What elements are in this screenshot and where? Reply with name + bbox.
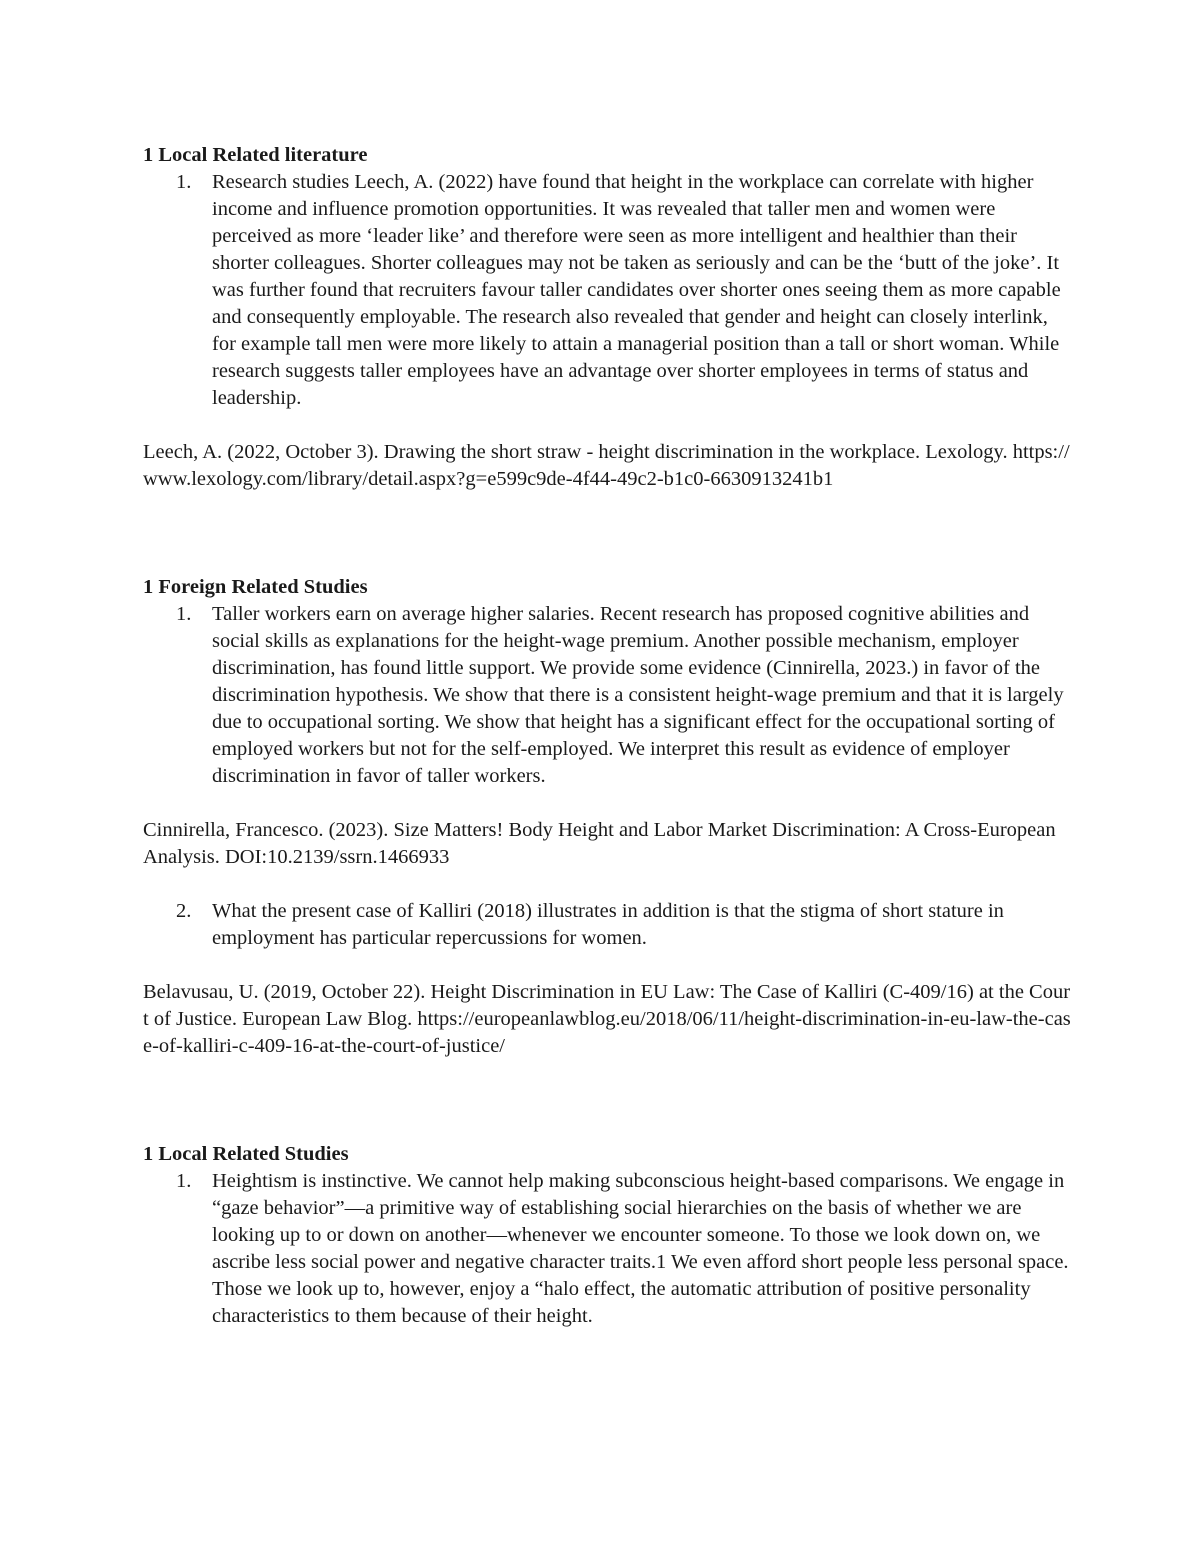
list-item-text: Research studies Leech, A. (2022) have found that height in the workplace can correlate with higher income and influence promotion opportunities. It was revealed that taller men and women were perceived as more ‘leader like’ and therefore were seen as more intelligent and healthier than their shorter colleagues. Shorter colleagues may not be taken as seriously and can be the ‘butt of the joke’. It was further found that recruiters favour taller candidates over shorter ones seeing them as more capable and consequently employable. The research also revealed that gender and height can closely interlink, for example tall men were more likely to attain a managerial position than a tall or short woman. While research suggests taller employees have an advantage over shorter employees in terms of status and leadership. bbox=[212, 171, 1061, 409]
reference-citation: Leech, A. (2022, October 3). Drawing the short straw - height discrimination in the workplace. Lexology. https://www.lexology.com/library/detail.aspx?g=e599c9de-4f44-49c2-b1c0-6630913241b1 bbox=[143, 441, 1070, 490]
section-local-related-studies bbox=[143, 1141, 1073, 1330]
list-number: 1. bbox=[176, 171, 192, 193]
list-item bbox=[143, 169, 1073, 412]
list-item-text: Taller workers earn on average higher salaries. Recent research has proposed cognitive abilities and social skills as explanations for the height-wage premium. Another possible mechanism, employer discrimination, has found little support. We provide some evidence (Cinnirella, 2023.) in favor of the discrimination hypothesis. We show that there is a consistent height-wage premium and that it is largely due to occupational sorting. We show that height has a significant effect for the occupational sorting of employed workers but not for the self-employed. We interpret this result as evidence of employer discrimination in favor of taller workers. bbox=[212, 603, 1064, 787]
list-item-text: What the present case of Kalliri (2018) illustrates in addition is that the stigma of short stature in employment has particular repercussions for women. bbox=[212, 900, 1004, 949]
list-number: 1. bbox=[176, 1170, 192, 1192]
section-local-related-literature bbox=[143, 142, 1073, 493]
document-page bbox=[143, 142, 1073, 1330]
section-heading: 1 Foreign Related Studies bbox=[143, 576, 368, 598]
reference-citation: Belavusau, U. (2019, October 22). Height Discrimination in EU Law: The Case of Kalliri (C-409/16) at the Court of Justice. European Law Blog. https://europeanlawblog.eu/2018/06/11/height-discrimination-in-eu-law-the-case-of-kalliri-c-409-16-at-the-court-of-justice/ bbox=[143, 981, 1071, 1057]
numbered-list bbox=[143, 169, 1073, 412]
list-item bbox=[143, 601, 1073, 790]
section-foreign-related-studies bbox=[143, 574, 1073, 1060]
list-item-text: Heightism is instinctive. We cannot help making subconscious height-based comparisons. We engage in “gaze behavior”—a primitive way of establishing social hierarchies on the basis of whether we are looking up to or down on another—whenever we encounter someone. To those we look down on, we ascribe less social power and negative character traits.1 We even afford short people less personal space. Those we look up to, however, enjoy a “halo effect, the automatic attribution of positive personality characteristics to them because of their height. bbox=[212, 1170, 1069, 1327]
numbered-list bbox=[143, 601, 1073, 790]
list-item bbox=[143, 1168, 1073, 1330]
section-heading: 1 Local Related Studies bbox=[143, 1143, 349, 1165]
list-item bbox=[143, 898, 1073, 952]
numbered-list bbox=[143, 1168, 1073, 1330]
reference-citation: Cinnirella, Francesco. (2023). Size Matters! Body Height and Labor Market Discrimination: A Cross-European Analysis. DOI:10.2139/ssrn.1466933 bbox=[143, 819, 1056, 868]
list-number: 2. bbox=[176, 900, 192, 922]
section-heading: 1 Local Related literature bbox=[143, 144, 368, 166]
numbered-list bbox=[143, 898, 1073, 952]
list-number: 1. bbox=[176, 603, 192, 625]
